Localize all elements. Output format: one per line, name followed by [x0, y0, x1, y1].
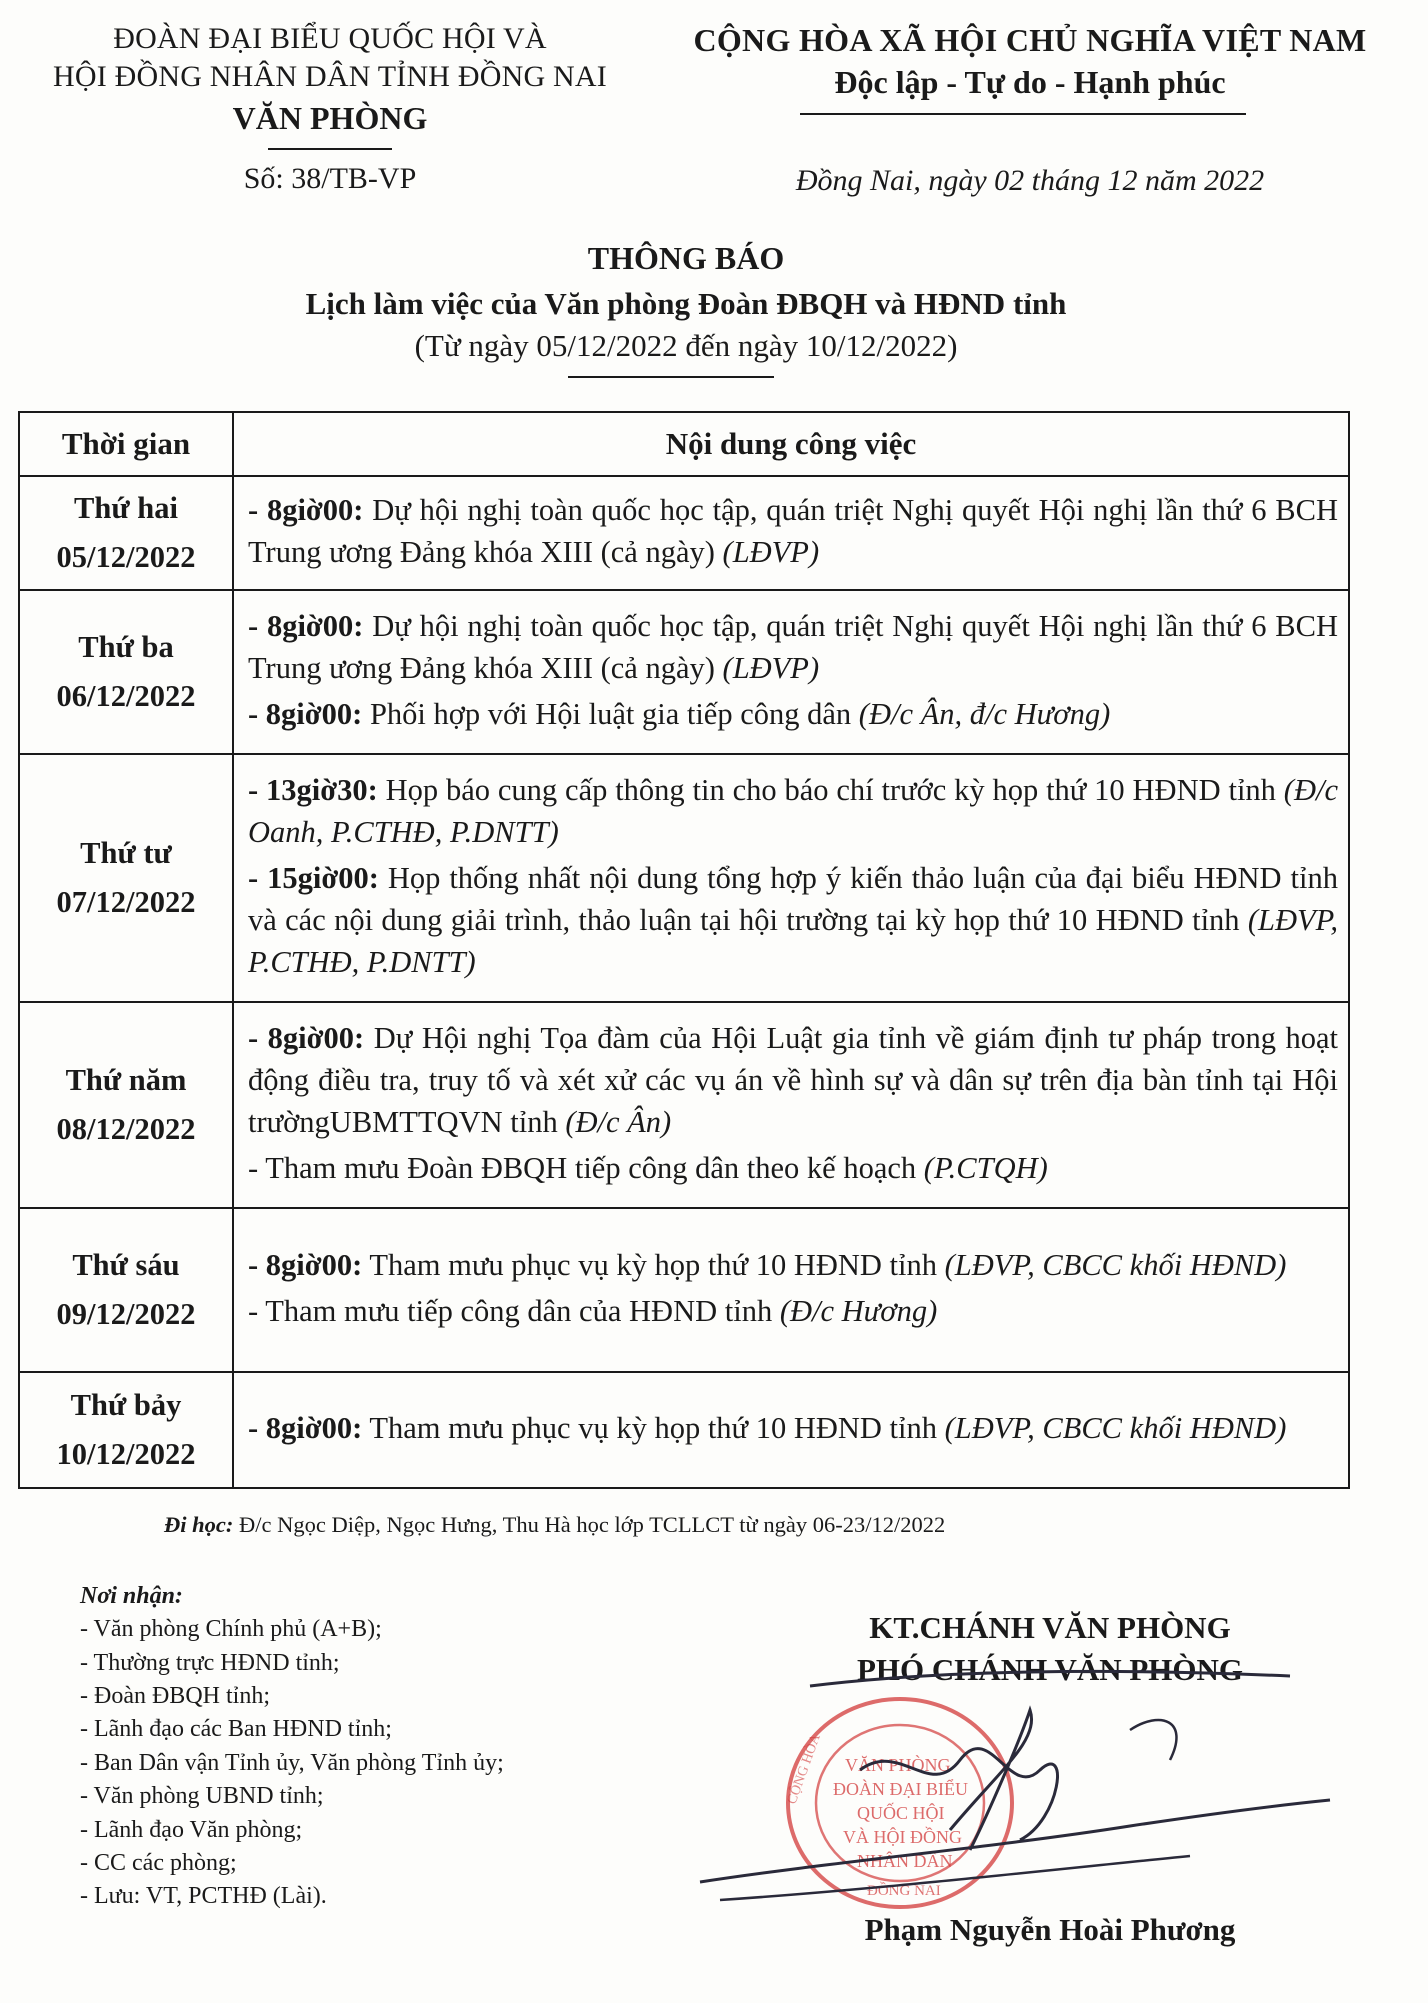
- entry-text: Phối hợp với Hội luật gia tiếp công dân: [362, 697, 859, 732]
- org-name-line1: ĐOÀN ĐẠI BIỂU QUỐC HỘI VÀ: [113, 22, 547, 55]
- notice-title: THÔNG BÁO: [587, 240, 785, 276]
- signer-name: Phạm Nguyễn Hoài Phương: [864, 1912, 1236, 1947]
- day-date: 09/12/2022: [56, 1297, 196, 1331]
- entry-time: - 8giờ00:: [248, 492, 364, 527]
- entry-text: Dự hội nghị toàn quốc học tập, quán triệt Nghị quyết Hội nghị lần thứ 6 BCH Trung ương Đảng khóa XIII (cả ngày): [248, 492, 1338, 569]
- day-cell: [19, 1372, 233, 1488]
- svg-text:VĂN PHÒNG: VĂN PHÒNG: [845, 1755, 951, 1775]
- entry-participants: (LĐVP, CBCC khối HĐND): [944, 1410, 1287, 1445]
- entry-text: Họp thống nhất nội dung tổng hợp ý kiến thảo luận của đại biểu HĐND tỉnh và các nội dung giải trình, thảo luận tại hội trường tại kỳ họp thứ 10 HĐND tỉnh: [248, 860, 1338, 938]
- svg-text:QUỐC HỘI: QUỐC HỘI: [857, 1803, 945, 1823]
- content-cell: [233, 590, 1349, 754]
- schedule-entry: [248, 1017, 1338, 1143]
- day-date: 08/12/2022: [56, 1112, 196, 1146]
- schedule-entry: [248, 1147, 1338, 1189]
- recipient-item: - CC các phòng;: [80, 1849, 237, 1876]
- recipients-heading: Nơi nhận:: [80, 1583, 183, 1609]
- study-note-text: Đ/c Ngọc Diệp, Ngọc Hưng, Thu Hà học lớp TCLLCT từ ngày 06-23/12/2022: [233, 1512, 946, 1537]
- entry-time: - 8giờ00:: [248, 1020, 365, 1055]
- header-content: Nội dung công việc: [233, 412, 1349, 476]
- entry-participants: (Đ/c Ân): [565, 1105, 672, 1139]
- period-underline: [568, 376, 774, 378]
- day-date: 05/12/2022: [56, 540, 196, 574]
- schedule-entry: [248, 605, 1338, 689]
- signature-title-1: KT.CHÁNH VĂN PHÒNG: [869, 1610, 1231, 1645]
- day-name: Thứ tư: [80, 836, 172, 871]
- document-number: Số: 38/TB-VP: [243, 162, 417, 195]
- day-name: Thứ ba: [78, 630, 174, 665]
- day-date: 06/12/2022: [56, 679, 196, 713]
- content-cell: [233, 1372, 1349, 1488]
- day-name: Thứ bảy: [70, 1388, 182, 1423]
- svg-text:CỘNG HÒA: CỘNG HÒA: [784, 1732, 824, 1807]
- entry-time: - 8giờ00:: [248, 1410, 363, 1445]
- entry-time: - 8giờ00:: [248, 608, 364, 643]
- recipient-item: - Văn phòng Chính phủ (A+B);: [80, 1616, 382, 1643]
- day-date: 10/12/2022: [56, 1437, 196, 1471]
- entry-time: - 8giờ00:: [248, 697, 363, 732]
- entry-participants: (LĐVP, CBCC khối HĐND): [944, 1247, 1287, 1282]
- entry-text: - Tham mưu tiếp công dân của HĐND tỉnh: [248, 1294, 780, 1328]
- recipient-item: - Lãnh đạo Văn phòng;: [80, 1816, 303, 1843]
- schedule-entry: [248, 1290, 1338, 1332]
- schedule-entry: [248, 857, 1338, 983]
- nation-title: CỘNG HÒA XÃ HỘI CHỦ NGHĨA VIỆT NAM: [693, 22, 1367, 58]
- entry-participants: (LĐVP, P.CTHĐ, P.DNTT): [248, 903, 1338, 980]
- entry-text: - Tham mưu Đoàn ĐBQH tiếp công dân theo kế hoạch: [248, 1151, 924, 1186]
- handwritten-signature: [690, 1650, 1380, 1930]
- entry-text: Dự Hội nghị Tọa đàm của Hội Luật gia tỉnh về giám định tư pháp trong hoạt động điều tra, truy tố và xét xử các vụ án về hình sự và dân sự trên địa bàn tỉnh tại Hội trườngUBMTTQVN tỉnh: [248, 1020, 1338, 1139]
- recipient-item: - Đoàn ĐBQH tỉnh;: [80, 1683, 270, 1710]
- schedule-entry: [248, 1407, 1338, 1449]
- day-cell: [19, 590, 233, 754]
- entry-time: - 8giờ00:: [248, 1247, 363, 1282]
- content-cell: [233, 476, 1349, 590]
- svg-text:NHÂN DÂN: NHÂN DÂN: [857, 1851, 953, 1871]
- entry-text: Họp báo cung cấp thông tin cho báo chí trước kỳ họp thứ 10 HĐND tỉnh: [377, 772, 1284, 807]
- day-cell: [19, 1002, 233, 1208]
- entry-time: - 13giờ30:: [248, 772, 378, 807]
- entry-participants: (Đ/c Ân, đ/c Hương): [858, 697, 1111, 732]
- table-row: [19, 1002, 1349, 1208]
- study-note-label: Đi học:: [164, 1512, 234, 1537]
- content-cell: [233, 1208, 1349, 1372]
- table-header-row: [19, 412, 1349, 476]
- entry-text: Tham mưu phục vụ kỳ họp thứ 10 HĐND tỉnh: [362, 1247, 945, 1282]
- day-name: Thứ năm: [65, 1063, 187, 1098]
- day-date: 07/12/2022: [56, 885, 196, 919]
- header-time: Thời gian: [19, 412, 233, 476]
- entry-participants: (Đ/c Oanh, P.CTHĐ, P.DNTT): [248, 772, 1338, 849]
- day-cell: [19, 754, 233, 1002]
- recipient-item: - Lãnh đạo các Ban HĐND tỉnh;: [80, 1716, 392, 1743]
- org-underline: [268, 148, 392, 150]
- signature-title-2: PHÓ CHÁNH VĂN PHÒNG: [856, 1652, 1244, 1687]
- org-name-line2: HỘI ĐỒNG NHÂN DÂN TỈNH ĐỒNG NAI: [53, 60, 607, 93]
- table-row: [19, 590, 1349, 754]
- schedule-entry: [248, 489, 1338, 573]
- entry-participants: (P.CTQH): [923, 1151, 1048, 1186]
- table-row: [19, 1372, 1349, 1488]
- table-row: [19, 476, 1349, 590]
- motto: Độc lập - Tự do - Hạnh phúc: [834, 64, 1226, 100]
- day-name: Thứ hai: [74, 491, 178, 526]
- entry-participants: (LĐVP): [722, 650, 820, 685]
- recipient-item: - Thường trực HĐND tỉnh;: [80, 1649, 340, 1676]
- table-row: [19, 754, 1349, 1002]
- entry-text: Dự hội nghị toàn quốc học tập, quán triệt Nghị quyết Hội nghị lần thứ 6 BCH Trung ương Đảng khóa XIII (cả ngày): [248, 608, 1338, 685]
- entry-time: - 15giờ00:: [248, 860, 379, 895]
- schedule-entry: [248, 1244, 1338, 1286]
- schedule-table: [18, 411, 1350, 1489]
- study-note: [164, 1512, 1364, 1538]
- content-cell: [233, 1002, 1349, 1208]
- notice-period: (Từ ngày 05/12/2022 đến ngày 10/12/2022): [414, 328, 958, 363]
- schedule-entry: [248, 769, 1338, 853]
- motto-underline: [800, 113, 1246, 115]
- schedule-entry: [248, 693, 1338, 735]
- entry-participants: (Đ/c Hương): [779, 1294, 938, 1328]
- recipient-item: - Văn phòng UBND tỉnh;: [80, 1783, 324, 1810]
- org-office: VĂN PHÒNG: [232, 100, 428, 136]
- svg-text:ĐỒNG NAI: ĐỒNG NAI: [867, 1883, 941, 1899]
- recipient-item: - Lưu: VT, PCTHĐ (Lài).: [80, 1883, 327, 1910]
- recipients-list: [80, 1580, 700, 1914]
- recipient-item: - Ban Dân vận Tỉnh ủy, Văn phòng Tỉnh ủy;: [80, 1749, 504, 1776]
- day-cell: [19, 476, 233, 590]
- svg-text:ĐOÀN ĐẠI BIỂU: ĐOÀN ĐẠI BIỂU: [833, 1779, 968, 1799]
- entry-participants: (LĐVP): [722, 535, 820, 569]
- notice-subtitle: Lịch làm việc của Văn phòng Đoàn ĐBQH và HĐND tỉnh: [305, 286, 1067, 321]
- place-date: Đồng Nai, ngày 02 tháng 12 năm 2022: [795, 164, 1265, 197]
- svg-text:VÀ HỘI ĐỒNG: VÀ HỘI ĐỒNG: [843, 1827, 962, 1847]
- day-cell: [19, 1208, 233, 1372]
- day-name: Thứ sáu: [72, 1248, 180, 1283]
- entry-text: Tham mưu phục vụ kỳ họp thứ 10 HĐND tỉnh: [362, 1410, 945, 1445]
- table-row: [19, 1208, 1349, 1372]
- content-cell: [233, 754, 1349, 1002]
